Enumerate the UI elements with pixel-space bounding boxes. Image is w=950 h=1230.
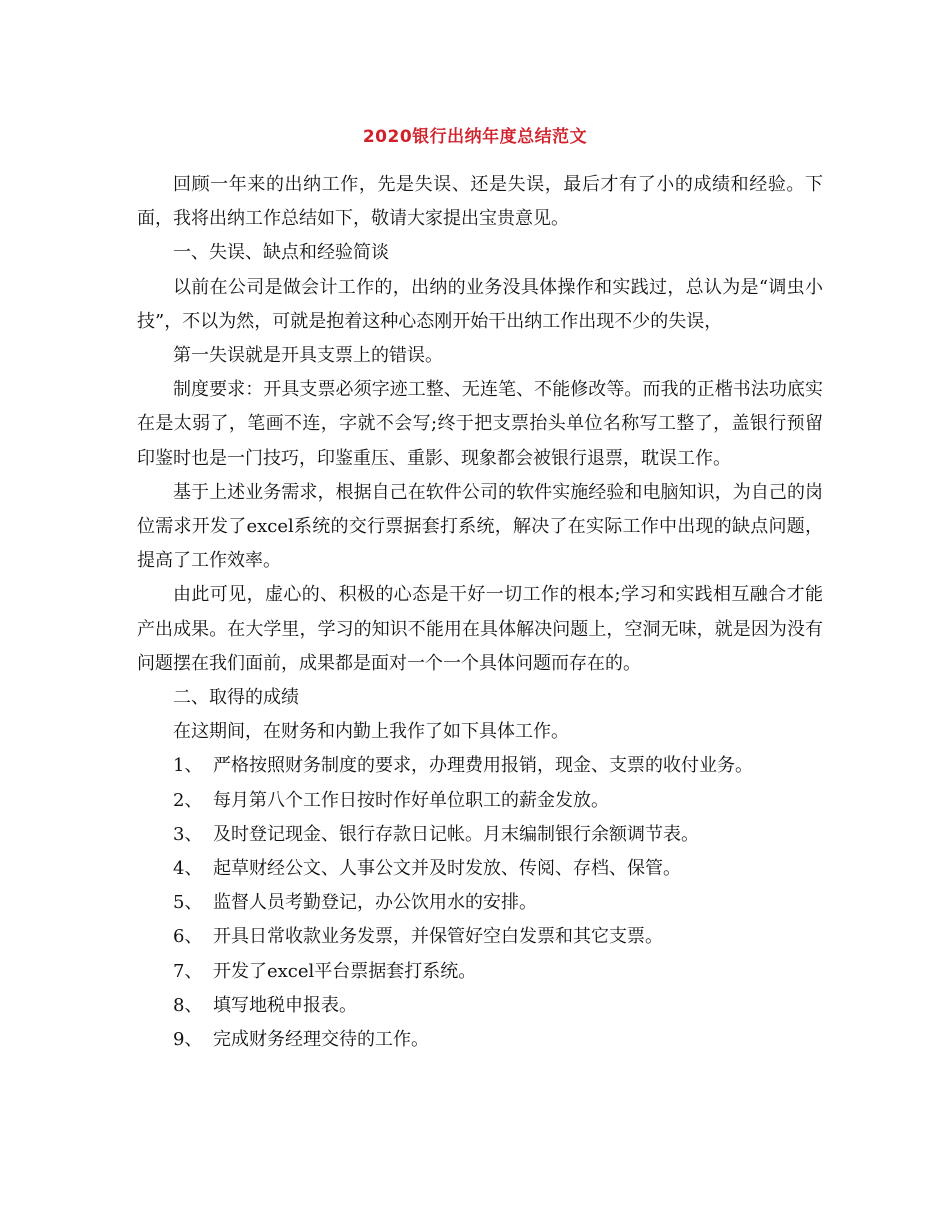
document-title: 2020银行出纳年度总结范文 (362, 127, 588, 147)
list-item-text: 填写地税申报表。 (213, 994, 357, 1016)
list-item (137, 749, 823, 783)
list-item (137, 818, 823, 852)
paragraph-background: 以前在公司是做会计工作的，出纳的业务没具体操作和实践过，总认为是“调虫小技”，不以为然，可就是抱着这种心态刚开始干出纳工作出现不少的失误， (137, 276, 823, 332)
list-item-text: 严格按照财务制度的要求，办理费用报销，现金、支票的收付业务。 (213, 755, 753, 777)
list-item (137, 886, 823, 920)
list-item-number: 4、 (173, 858, 203, 880)
list-item-number: 3、 (173, 823, 203, 845)
paragraph-solution: 基于上述业务需求，根据自己在软件公司的软件实施经验和电脑知识，为自己的岗位需求开发了excel系统的交行票据套打系统，解决了在实际工作中出现的缺点问题，提高了工作效率。 (137, 481, 823, 572)
paragraph-requirements: 制度要求：开具支票必须字迹工整、无连笔、不能修改等。而我的正楷书法功底实在是太弱了，笔画不连，字就不会写;终于把支票抬头单位名称写工整了，盖银行预留印鉴时也是一门技巧，印鉴重压、重影、现象都会被银行退票，耽误工作。 (137, 379, 823, 469)
list-item (137, 920, 823, 954)
list-item (137, 784, 823, 818)
paragraph-intro: 回顾一年来的出纳工作，先是失误、还是失误，最后才有了小的成绩和经验。下面，我将出纳工作总结如下，敬请大家提出宝贵意见。 (137, 174, 823, 230)
list-item-text: 开发了excel平台票据套打系统。 (213, 960, 477, 982)
list-item-number: 7、 (173, 960, 203, 982)
section-heading-1: 一、失误、缺点和经验简谈 (173, 242, 389, 264)
list-item-number: 9、 (173, 1029, 203, 1051)
list-item-number: 6、 (173, 926, 203, 948)
list-item (137, 1023, 823, 1057)
paragraph-first-mistake: 第一失误就是开具支票上的错误。 (173, 345, 443, 367)
paragraph-work-intro: 在这期间，在财务和内勤上我作了如下具体工作。 (173, 721, 569, 743)
document-body (137, 168, 823, 1057)
list-item-text: 开具日常收款业务发票，并保管好空白发票和其它支票。 (213, 926, 663, 948)
section-heading-2: 二、取得的成绩 (173, 687, 299, 709)
list-item-number: 1、 (173, 755, 203, 777)
list-item-text: 监督人员考勤登记，办公饮用水的安排。 (213, 892, 537, 914)
paragraph-conclusion: 由此可见，虚心的、积极的心态是干好一切工作的根本;学习和实践相互融合才能产出成果。在大学里，学习的知识不能用在具体解决问题上，空洞无味，就是因为没有问题摆在我们面前，成果都是面对一个一个具体问题而存在的。 (137, 584, 823, 674)
list-item-text: 每月第八个工作日按时作好单位职工的薪金发放。 (213, 789, 609, 811)
list-item (137, 955, 823, 989)
list-item-number: 2、 (173, 789, 203, 811)
list-item (137, 989, 823, 1023)
list-item-number: 5、 (173, 892, 203, 914)
list-item (137, 852, 823, 886)
list-item-text: 及时登记现金、银行存款日记帐。月末编制银行余额调节表。 (213, 823, 699, 845)
list-item-text: 起草财经公文、人事公文并及时发放、传阅、存档、保管。 (213, 858, 681, 880)
list-item-text: 完成财务经理交待的工作。 (213, 1029, 429, 1051)
list-item-number: 8、 (173, 994, 203, 1016)
